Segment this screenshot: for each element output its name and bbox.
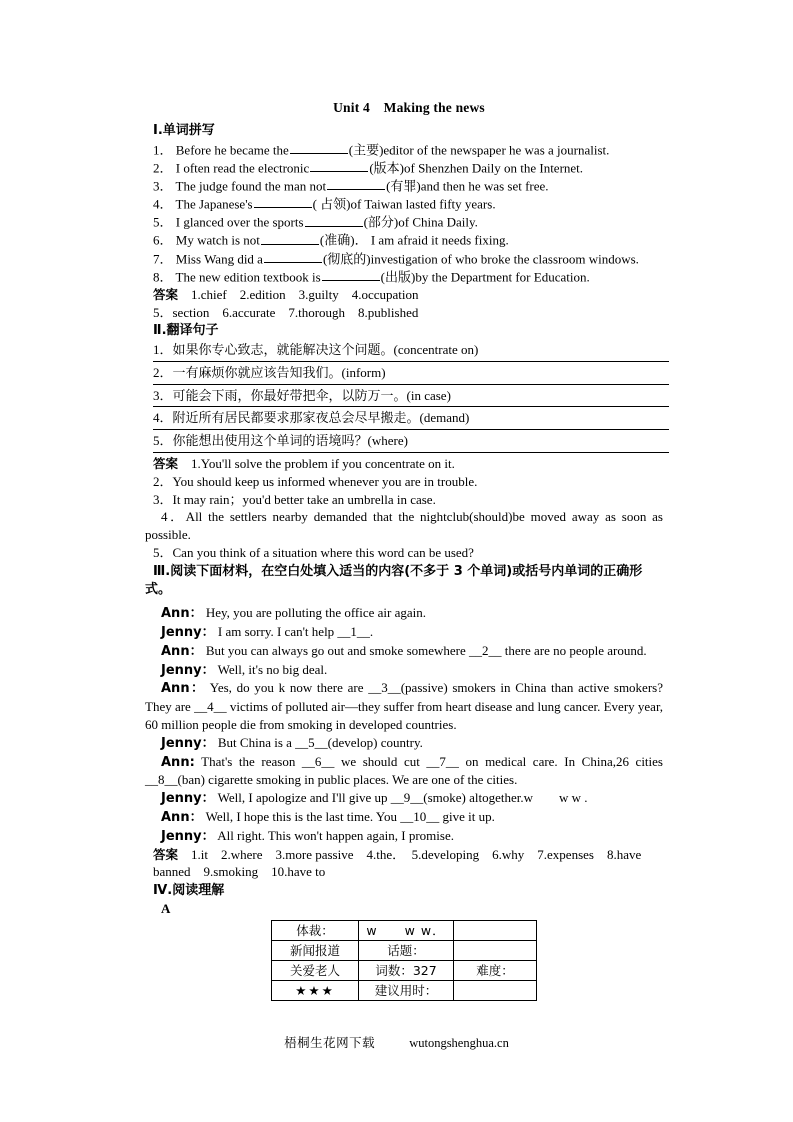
item-text: 一有麻烦你就应该告知我们。(inform) bbox=[172, 364, 386, 380]
dialogue-line bbox=[145, 827, 663, 846]
item-post: investigation of who broke the classroom windows. bbox=[370, 250, 639, 266]
item-hint: (有罪) bbox=[386, 178, 421, 194]
item-number: 6． bbox=[153, 232, 173, 248]
section-heading-3: Ⅲ.阅读下面材料，在空白处填入适当的内容(不多于 3 个单词)或括号内单词的正确形式。 bbox=[145, 563, 643, 597]
spelling-item bbox=[153, 213, 663, 231]
item-pre: The Japanese's bbox=[175, 196, 253, 212]
answer-line bbox=[145, 508, 663, 544]
translate-item bbox=[153, 387, 663, 405]
table-cell: 难度： bbox=[454, 960, 537, 980]
dialogue-line bbox=[145, 808, 663, 827]
table-row bbox=[272, 920, 537, 940]
dialogue-text: Well, I apologize and I'll give up __9__(smoke) altogether.w w w . bbox=[217, 790, 588, 806]
answer-blank bbox=[254, 195, 312, 208]
item-pre: I glanced over the sports bbox=[175, 214, 304, 230]
table-cell bbox=[454, 980, 537, 1000]
page-footer bbox=[0, 1033, 793, 1051]
item-pre: The judge found the man not bbox=[175, 178, 327, 194]
section-heading-4: Ⅳ.阅读理解 bbox=[153, 883, 225, 899]
item-number: 1． bbox=[153, 342, 173, 358]
item-text: 你能想出使用这个单词的语境吗？(where) bbox=[172, 433, 408, 449]
dialogue-speaker: Jenny： bbox=[161, 791, 215, 807]
answer-label: 答案 bbox=[153, 846, 179, 862]
footer-site-name: 梧桐生花网下载 bbox=[284, 1035, 376, 1050]
dialogue-speaker: Jenny： bbox=[161, 624, 215, 640]
dialogue-speaker: Ann： bbox=[161, 809, 203, 825]
spelling-item bbox=[153, 159, 663, 177]
spelling-item bbox=[153, 268, 663, 286]
answer-blank bbox=[327, 177, 385, 190]
translate-item bbox=[153, 409, 663, 427]
answer-label: 答案 bbox=[153, 456, 179, 472]
item-hint: (出版) bbox=[380, 269, 416, 284]
answer-text: 5．section 6.accurate 7.thorough 8.published bbox=[153, 304, 419, 320]
table-row bbox=[272, 940, 537, 960]
difficulty-stars: ★★★ bbox=[272, 980, 359, 1000]
item-hint: (准确)． bbox=[319, 232, 368, 248]
spelling-item bbox=[153, 141, 663, 159]
item-number: 3． bbox=[153, 178, 173, 194]
dialogue-line bbox=[145, 661, 663, 680]
item-number: 1． bbox=[153, 142, 173, 158]
dialogue-text: Hey, you are polluting the office air again. bbox=[205, 605, 427, 621]
item-number: 8． bbox=[153, 269, 173, 284]
item-number: 2． bbox=[153, 160, 173, 176]
item-post: by the Department for Education. bbox=[415, 269, 590, 284]
item-number: 5． bbox=[153, 433, 173, 449]
item-number: 3． bbox=[153, 387, 173, 403]
answer-blank bbox=[264, 250, 322, 263]
dialogue-text: Well, I hope this is the last time. You __10__ give it up. bbox=[205, 808, 495, 824]
answer-rule bbox=[153, 452, 669, 453]
spelling-item bbox=[153, 231, 663, 249]
table-row bbox=[272, 960, 537, 980]
item-post: and then he was set free. bbox=[420, 178, 549, 194]
item-text: 附近所有居民都要求那家夜总会尽早搬走。(demand) bbox=[172, 410, 470, 426]
table-cell: 新闻报道 bbox=[272, 940, 359, 960]
item-number: 2． bbox=[153, 364, 173, 380]
answer-line bbox=[153, 846, 663, 864]
dialogue-speaker: Jenny： bbox=[161, 828, 215, 844]
item-post: of China Daily. bbox=[398, 214, 478, 230]
page-title: Unit 4 Making the news bbox=[333, 100, 485, 115]
dialogue-speaker: Ann： bbox=[161, 606, 203, 622]
answer-text: 1.You'll solve the problem if you concentrate on it. bbox=[191, 456, 455, 472]
reading-part-label: A bbox=[161, 900, 171, 916]
answer-text: 1.chief 2.edition 3.guilty 4.occupation bbox=[191, 286, 419, 302]
translate-item bbox=[153, 341, 663, 359]
translate-item bbox=[153, 432, 663, 450]
item-pre: I often read the electronic bbox=[175, 160, 310, 176]
answer-blank bbox=[290, 141, 348, 154]
item-post: of Taiwan lasted fifty years. bbox=[350, 196, 496, 212]
answer-text: 2．You should keep us informed whenever you are in trouble. bbox=[153, 473, 478, 489]
answer-blank bbox=[261, 231, 319, 244]
dialogue-speaker: Jenny： bbox=[161, 662, 215, 678]
table-cell: 话题： bbox=[359, 940, 454, 960]
table-cell: 建议用时： bbox=[359, 980, 454, 1000]
item-hint: ( 占领) bbox=[312, 196, 351, 212]
reading-info-table bbox=[271, 920, 537, 1001]
answer-text: 4．All the settlers nearby demanded that the nightclub(should)be moved away as soon as possible. bbox=[145, 509, 663, 543]
table-row bbox=[272, 980, 537, 1000]
answer-rule bbox=[153, 429, 669, 430]
dialogue-text: But you can always go out and smoke somewhere __2__ there are no people around. bbox=[205, 642, 647, 658]
answer-line bbox=[153, 863, 663, 881]
dialogue-text: All right. This won't happen again, I promise. bbox=[217, 827, 454, 843]
answer-rule bbox=[153, 384, 669, 385]
item-hint: (部分) bbox=[363, 214, 399, 230]
answer-line bbox=[153, 304, 663, 322]
answer-text: 3．It may rain；you'd better take an umbrella in case. bbox=[153, 491, 436, 507]
answer-rule bbox=[153, 406, 669, 407]
answer-blank bbox=[305, 213, 363, 226]
dialogue-speaker: Jenny： bbox=[161, 735, 215, 751]
dialogue-line bbox=[145, 789, 663, 808]
table-cell: 关爱老人 bbox=[272, 960, 359, 980]
dialogue-line bbox=[145, 604, 663, 623]
dialogue-line bbox=[145, 753, 663, 790]
dialogue-line bbox=[145, 679, 663, 733]
item-post: of Shenzhen Daily on the Internet. bbox=[403, 160, 584, 176]
answer-text: 5．Can you think of a situation where this word can be used? bbox=[153, 545, 474, 561]
dialogue-text: Yes, do you k now there are __3__(passive) smokers in China than active smokers? They are __4__ victims of polluted air—they suffer from heart disease and lung cancer. Every year, 60 million people die from smoking in developed countries. bbox=[145, 680, 663, 732]
table-cell: 词数：327 bbox=[359, 960, 454, 980]
answer-label: 答案 bbox=[153, 286, 179, 302]
answer-rule bbox=[153, 361, 669, 362]
spelling-item bbox=[153, 250, 663, 268]
item-number: 4． bbox=[153, 196, 173, 212]
answer-blank bbox=[322, 268, 380, 281]
item-hint: (版本) bbox=[369, 160, 404, 176]
dialogue-text: I am sorry. I can't help __1__. bbox=[217, 623, 374, 639]
dialogue-line bbox=[145, 642, 663, 661]
answer-line bbox=[153, 473, 663, 491]
section-heading-1: Ⅰ.单词拼写 bbox=[153, 123, 215, 138]
item-number: 7． bbox=[153, 250, 173, 266]
dialogue-text: But China is a __5__(develop) country. bbox=[217, 734, 423, 750]
item-hint: (彻底的) bbox=[322, 250, 371, 266]
translate-item bbox=[153, 364, 663, 382]
dialogue-speaker: Ann: bbox=[161, 754, 195, 770]
item-pre: My watch is not bbox=[175, 232, 260, 248]
answer-line bbox=[153, 491, 663, 509]
footer-site-url: wutongshenghua.cn bbox=[409, 1036, 509, 1050]
reading-info-table-wrapper bbox=[145, 920, 663, 1001]
dialogue-text: That's the reason __6__ we should cut __7__ on medical care. In China,26 cities __8__(ban) cigarette smoking in public places. We are one of the cities. bbox=[145, 753, 663, 788]
item-number: 5． bbox=[153, 214, 173, 230]
spelling-item bbox=[153, 177, 663, 195]
item-post: I am afraid it needs fixing. bbox=[370, 232, 509, 248]
answer-text: banned 9.smoking 10.have to bbox=[153, 864, 326, 880]
item-pre: The new edition textbook is bbox=[175, 269, 321, 284]
dialogue-text: Well, it's no big deal. bbox=[217, 661, 328, 677]
answer-line bbox=[153, 455, 663, 473]
dialogue-speaker: Ann： bbox=[161, 643, 203, 659]
dialogue-line bbox=[145, 623, 663, 642]
item-text: 可能会下雨，你最好带把伞，以防万一。(in case) bbox=[172, 387, 451, 403]
answer-line bbox=[153, 286, 663, 304]
dialogue-line bbox=[145, 734, 663, 753]
section-heading-2: Ⅱ.翻译句子 bbox=[153, 323, 219, 339]
table-cell bbox=[454, 920, 537, 940]
item-text: 如果你专心致志，就能解决这个问题。(concentrate on) bbox=[172, 342, 479, 358]
item-number: 4． bbox=[153, 410, 173, 426]
table-cell: 体裁： bbox=[272, 920, 359, 940]
answer-blank bbox=[310, 159, 368, 172]
table-cell: w w w． bbox=[359, 920, 454, 940]
item-pre: Before he became the bbox=[175, 142, 289, 158]
spelling-item bbox=[153, 195, 663, 213]
item-hint: (主要) bbox=[348, 142, 384, 158]
item-pre: Miss Wang did a bbox=[175, 250, 263, 266]
answer-text: 1.it 2.where 3.more passive 4.the． 5.developing 6.why 7.expenses 8.have bbox=[191, 846, 642, 862]
item-post: editor of the newspaper he was a journalist. bbox=[383, 142, 610, 158]
dialogue-speaker: Ann： bbox=[161, 681, 206, 697]
table-cell bbox=[454, 940, 537, 960]
answer-line bbox=[153, 544, 663, 562]
